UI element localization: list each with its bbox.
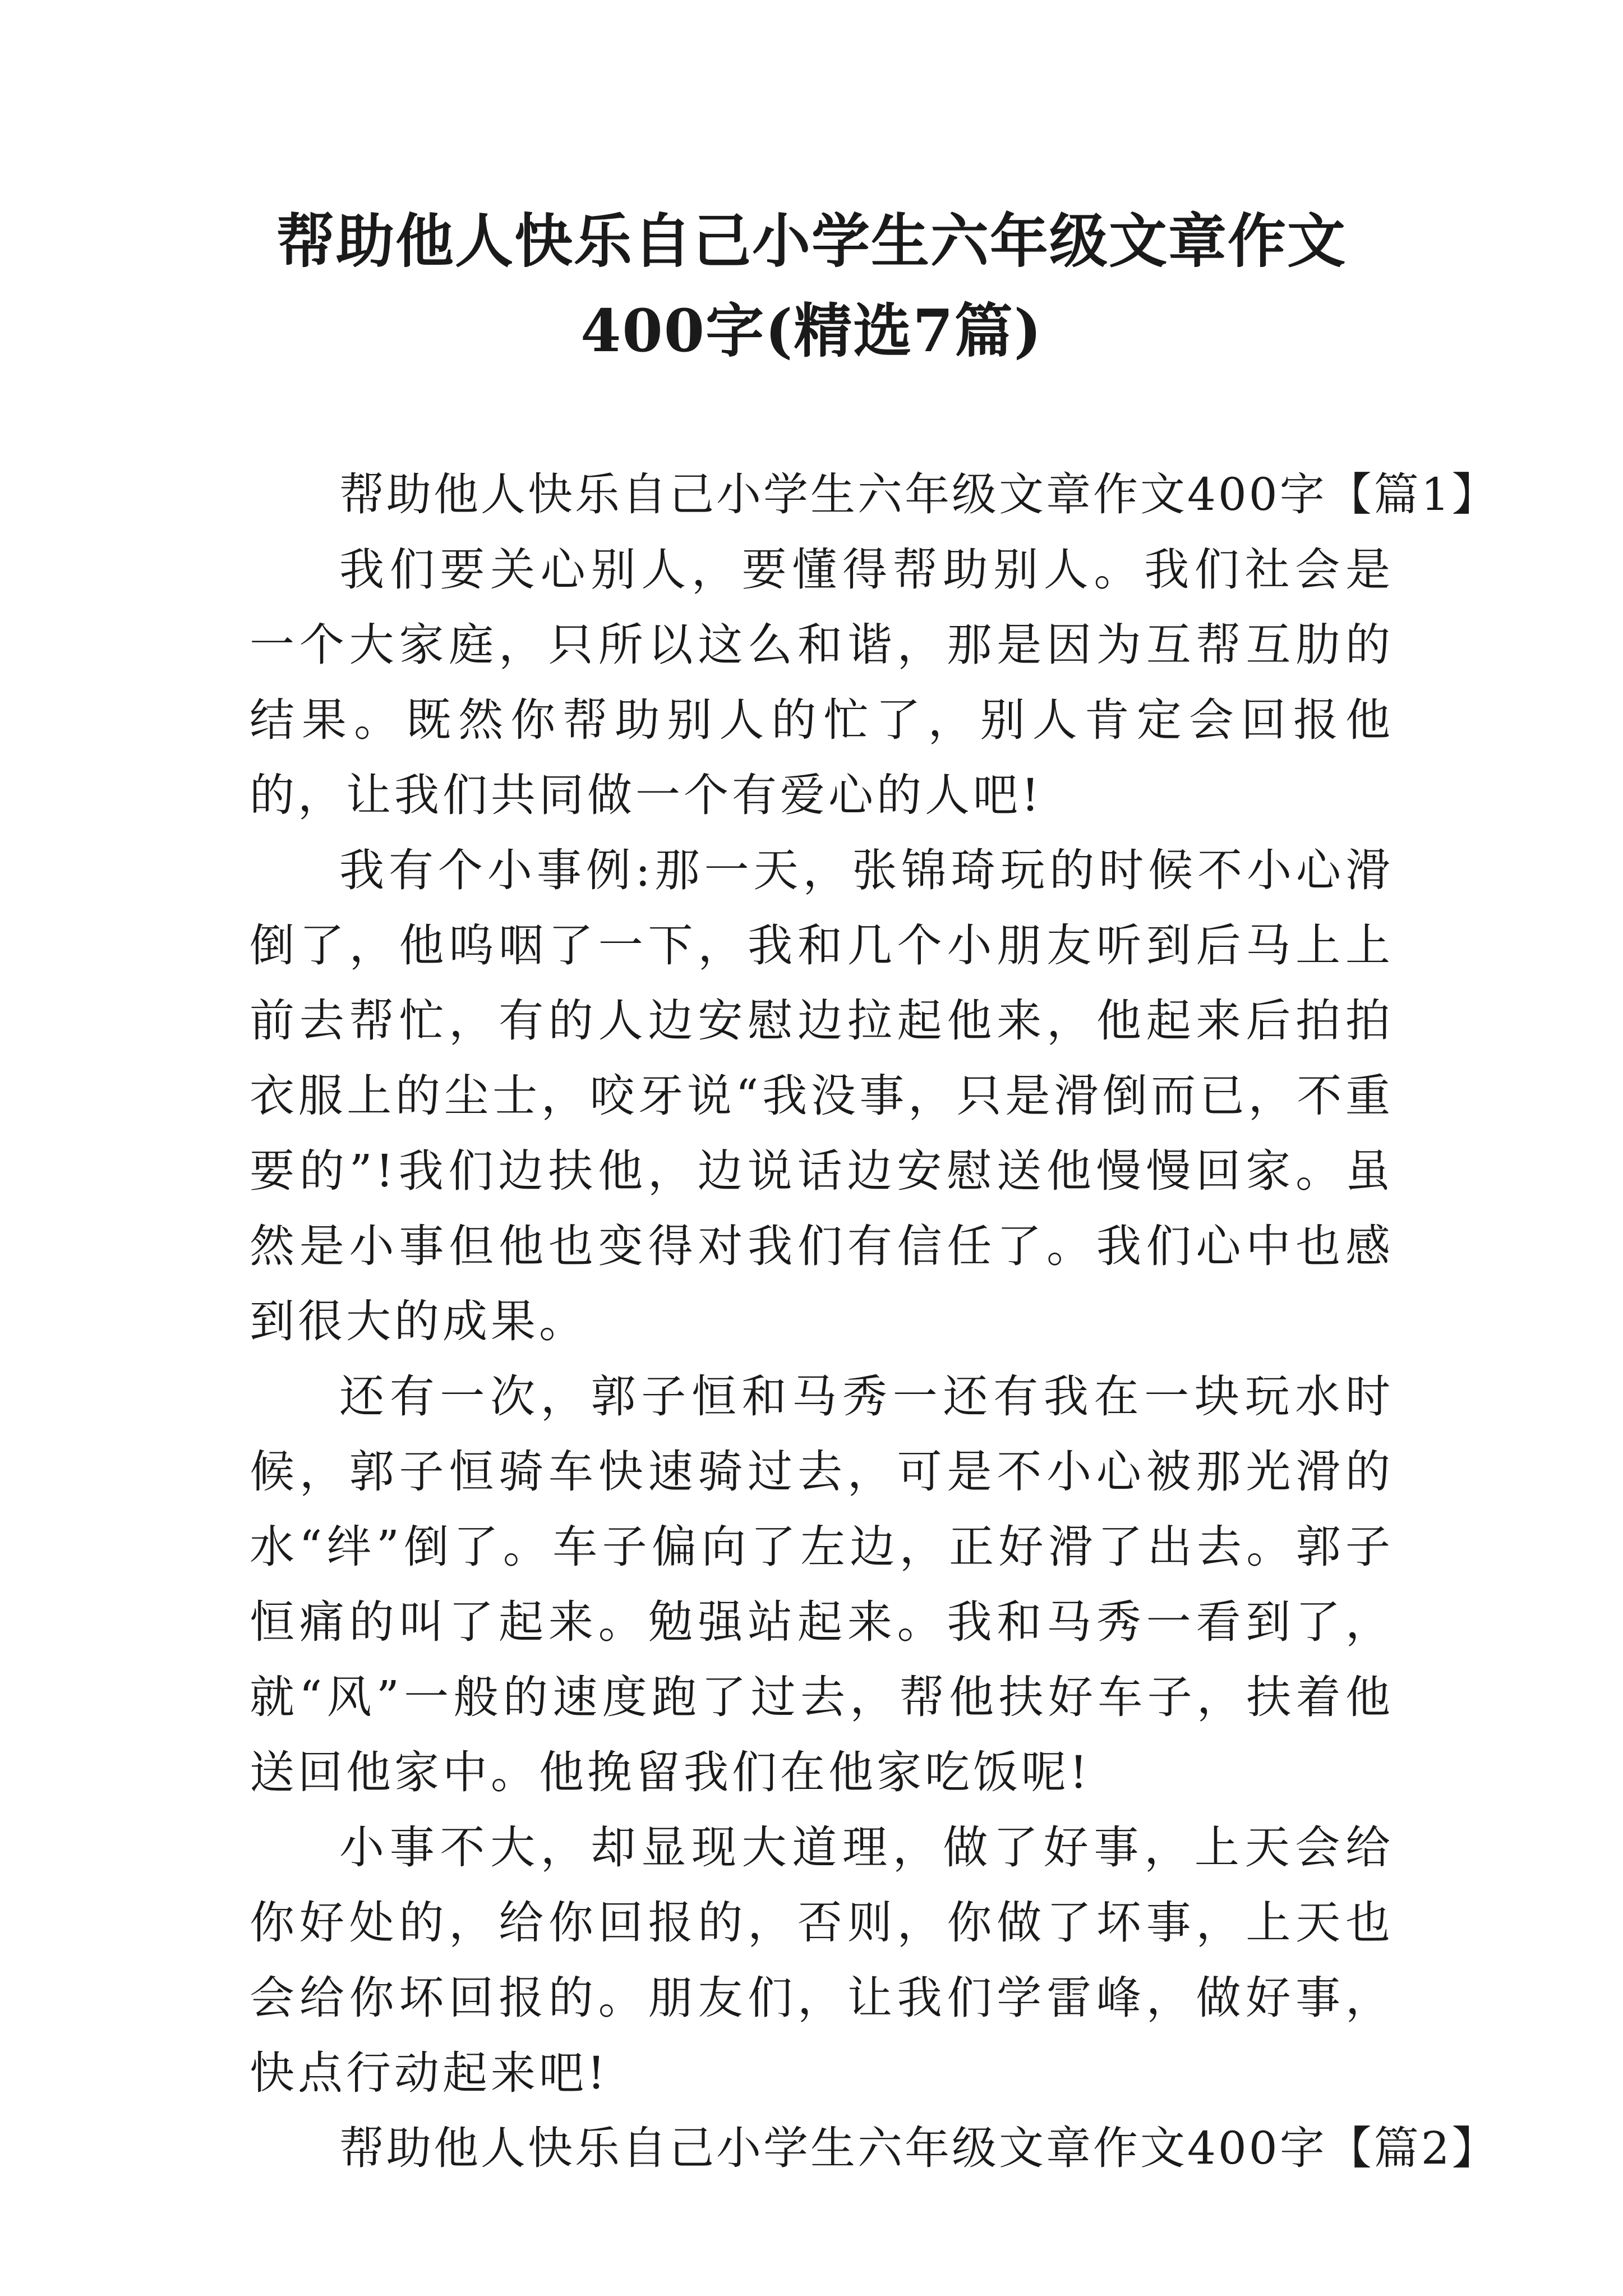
- document-title-line-1: 帮助他人快乐自己小学生六年级文章作文: [276, 206, 1347, 275]
- paragraph-4: 小事不大，却显现大道理，做了好事，上天会给你好处的，给你回报的，否则，你做了坏事，上天也会给你坏回报的。朋友们，让我们学雷峰，做好事，快点行动起来吧!: [250, 1821, 1394, 2099]
- paragraph-1: 我们要关心别人，要懂得帮助别人。我们社会是一个大家庭，只所以这么和谐，那是因为互帮互肋的结果。既然你帮助别人的忙了，别人肯定会回报他的，让我们共同做一个有爱心的人吧!: [250, 544, 1394, 821]
- section-heading-2: 帮助他人快乐自己小学生六年级文章作文400字【篇2】: [339, 2122, 1499, 2174]
- paragraph-3: 还有一次，郭子恒和马秀一还有我在一块玩水时候，郭子恒骑车快速骑过去，可是不小心被那光滑的水“绊”倒了。车子偏向了左边，正好滑了出去。郭子恒痛的叫了起来。勉强站起来。我和马秀一看到了，就“风”一般的速度跑了过去，帮他扶好车子，扶着他送回他家中。他挽留我们在他家吃饭呢!: [250, 1370, 1394, 1798]
- document-title-line-2: 400字(精选7篇): [580, 296, 1043, 365]
- document-body: [250, 457, 1499, 2186]
- section-heading-1: 帮助他人快乐自己小学生六年级文章作文400字【篇1】: [339, 468, 1499, 521]
- paragraph-2: 我有个小事例:那一天，张锦琦玩的时候不小心滑倒了，他呜咽了一下，我和几个小朋友听到后马上上前去帮忙，有的人边安慰边拉起他来，他起来后拍拍衣服上的尘士，咬牙说“我没事，只是滑倒而已，不重要的”!我们边扶他，边说话边安慰送他慢慢回家。虽然是小事但他也变得对我们有信任了。我们心中也感到很大的成果。: [250, 844, 1394, 1347]
